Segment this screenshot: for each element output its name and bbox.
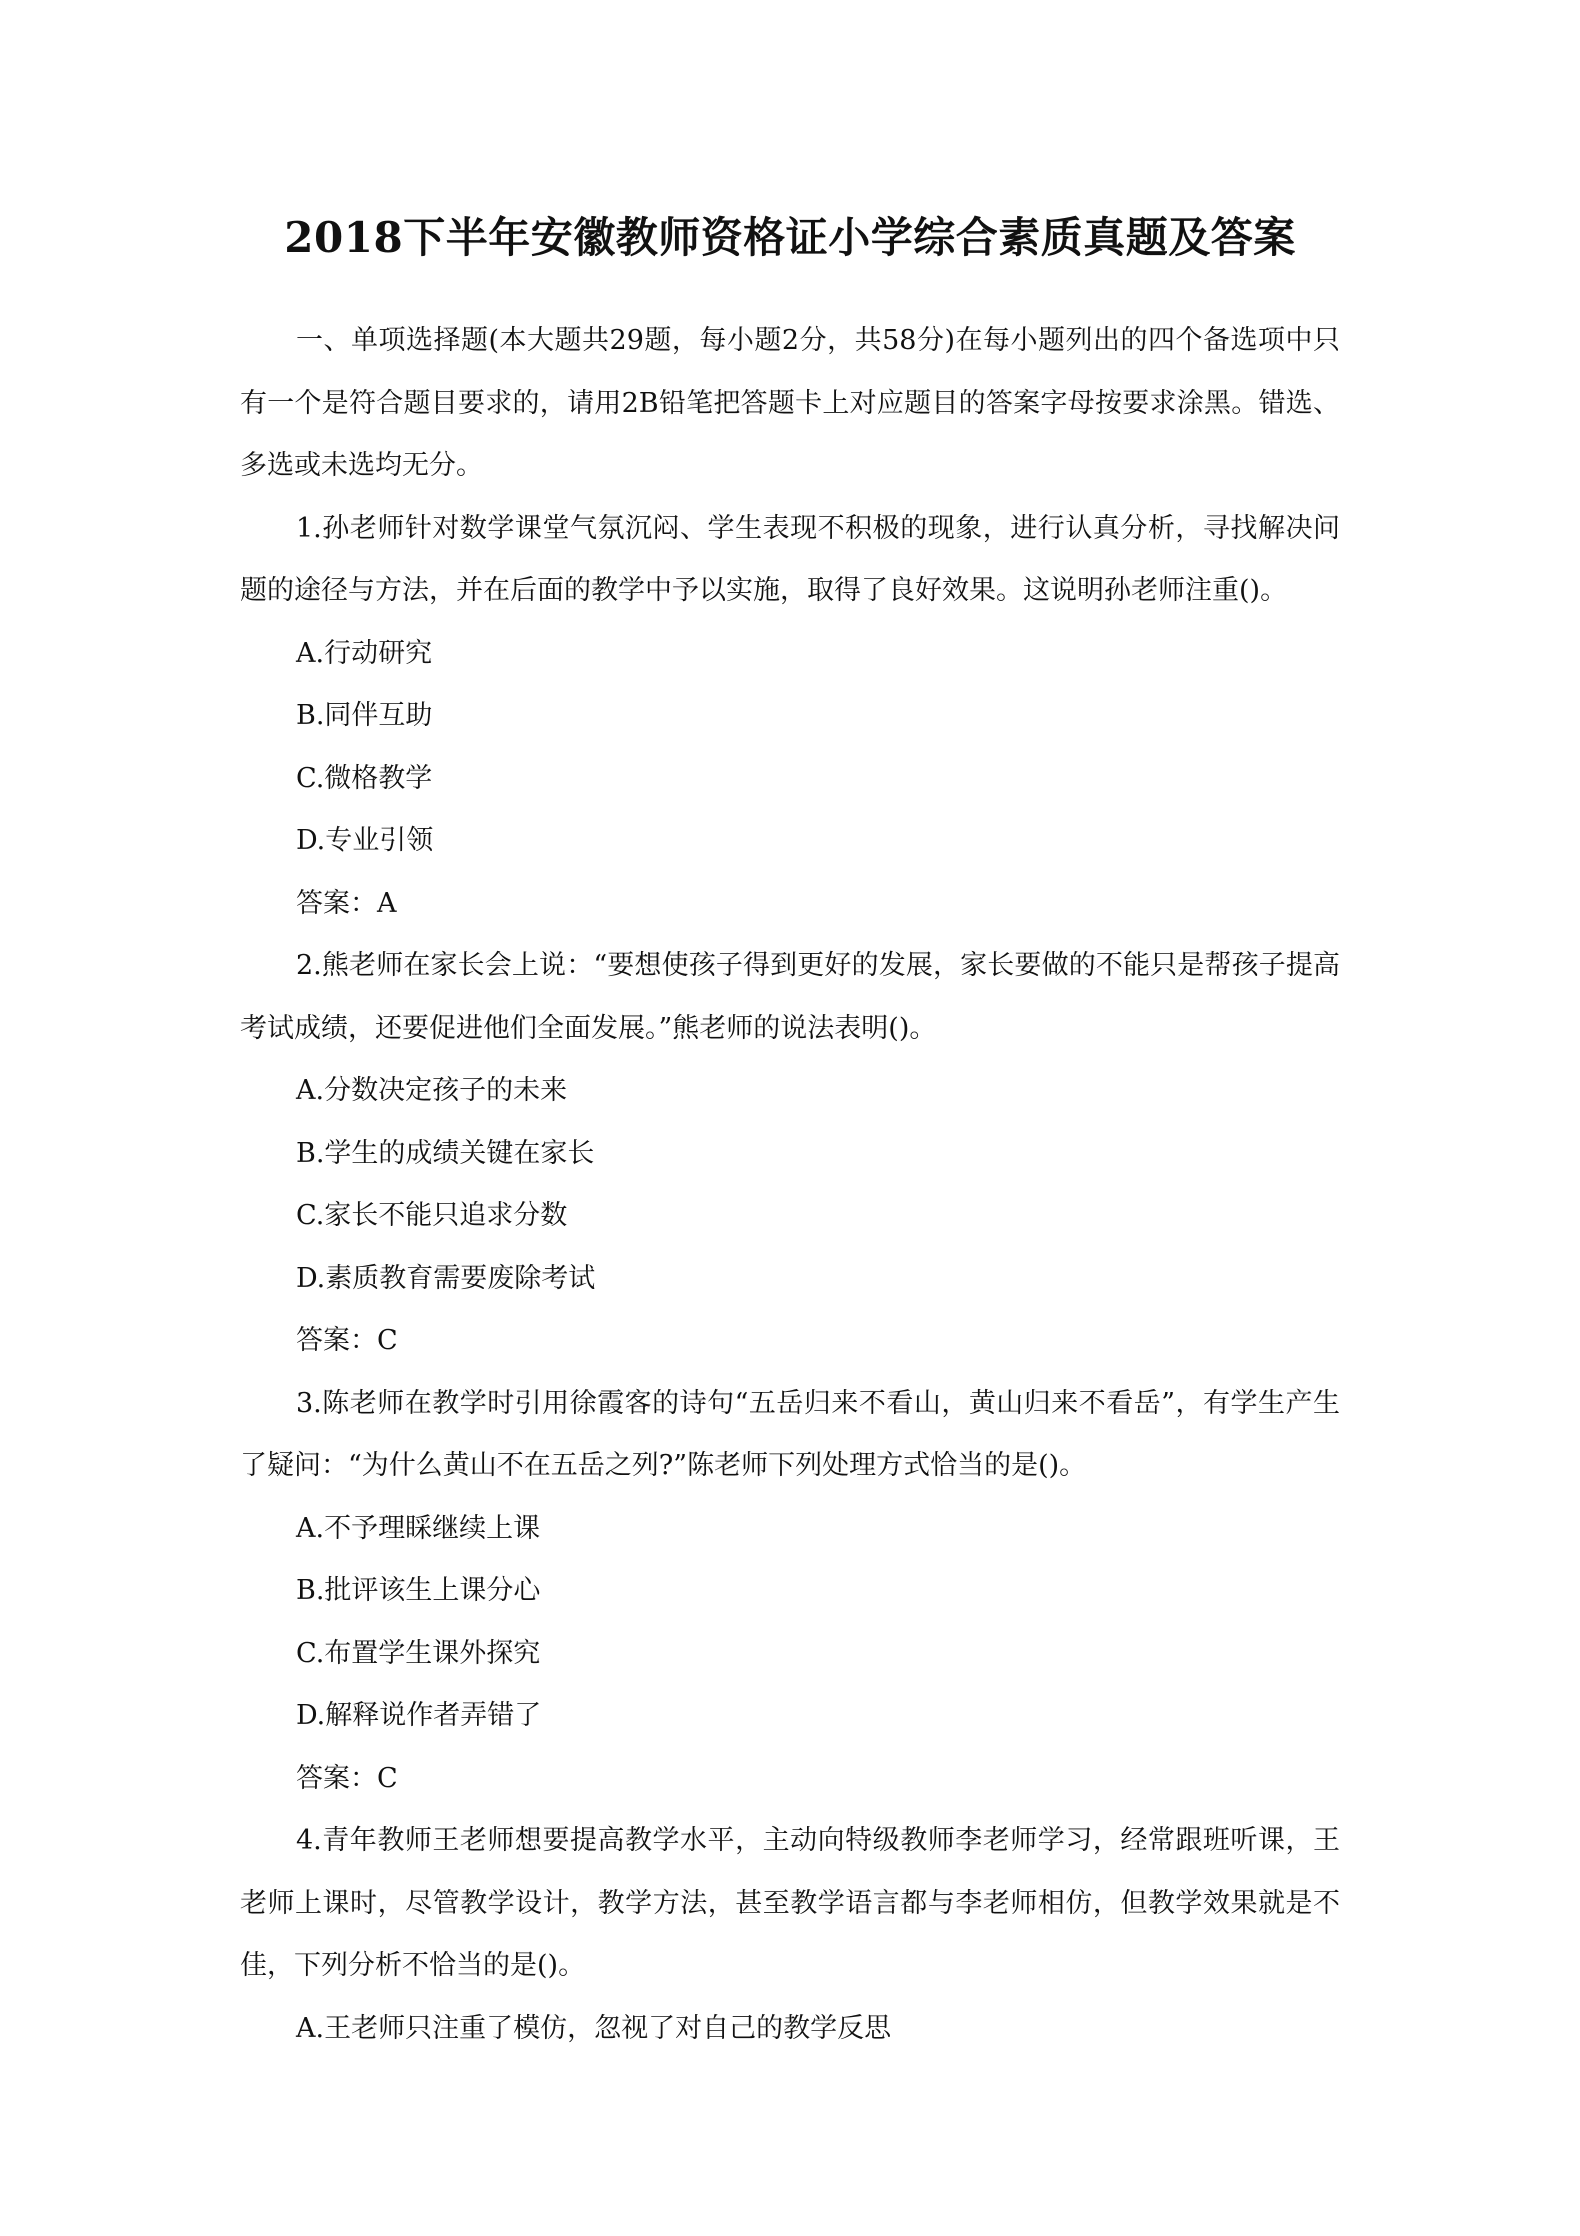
option-c: C.布置学生课外探究 — [296, 1637, 541, 1669]
question-2 — [240, 935, 1340, 1373]
option-b: B.批评该生上课分心 — [296, 1575, 541, 1606]
page-title: 2018下半年安徽教师资格证小学综合素质真题及答案 — [284, 213, 1296, 262]
option-a: A.王老师只注重了模仿，忽视了对自己的教学反思 — [296, 2012, 892, 2044]
option-d: D.专业引领 — [296, 825, 434, 856]
option-a: A.行动研究 — [296, 637, 433, 669]
question-4 — [240, 1810, 1340, 2060]
option-a: A.分数决定孩子的未来 — [296, 1075, 568, 1106]
option-c: C.家长不能只追求分数 — [296, 1200, 568, 1231]
question-stem: 1.孙老师针对数学课堂气氛沉闷、学生表现不积极的现象，进行认真分析，寻找解决问题的途径与方法，并在后面的教学中予以实施，取得了良好效果。这说明孙老师注重()。 — [240, 512, 1340, 606]
question-stem: 3.陈老师在教学时引用徐霞客的诗句“五岳归来不看山，黄山归来不看岳”，有学生产生了疑问：“为什么黄山不在五岳之列?”陈老师下列处理方式恰当的是()。 — [240, 1387, 1340, 1481]
option-b: B.同伴互助 — [296, 700, 433, 731]
document-body — [240, 198, 1340, 2060]
option-d: D.素质教育需要废除考试 — [296, 1262, 596, 1294]
answer-line: 答案：C — [296, 1762, 398, 1794]
question-stem: 2.熊老师在家长会上说：“要想使孩子得到更好的发展，家长要做的不能只是帮孩子提高考试成绩，还要促进他们全面发展。”熊老师的说法表明()。 — [240, 950, 1340, 1044]
answer-line: 答案：C — [296, 1325, 398, 1356]
question-stem: 4.青年教师王老师想要提高教学水平，主动向特级教师李老师学习，经常跟班听课，王老师上课时，尽管教学设计，教学方法，甚至教学语言都与李老师相仿，但教学效果就是不佳，下列分析不恰当的是()。 — [240, 1825, 1340, 1981]
option-c: C.微格教学 — [296, 762, 433, 794]
section-intro: 一、单项选择题(本大题共29题，每小题2分，共58分)在每小题列出的四个备选项中只有一个是符合题目要求的，请用2B铅笔把答题卡上对应题目的答案字母按要求涂黑。错选、多选或未选均无分。 — [240, 325, 1340, 481]
option-d: D.解释说作者弄错了 — [296, 1700, 542, 1731]
question-1 — [240, 498, 1340, 936]
answer-line: 答案：A — [296, 887, 397, 919]
option-b: B.学生的成绩关键在家长 — [296, 1137, 595, 1169]
option-a: A.不予理睬继续上课 — [296, 1512, 541, 1544]
question-3 — [240, 1373, 1340, 1811]
